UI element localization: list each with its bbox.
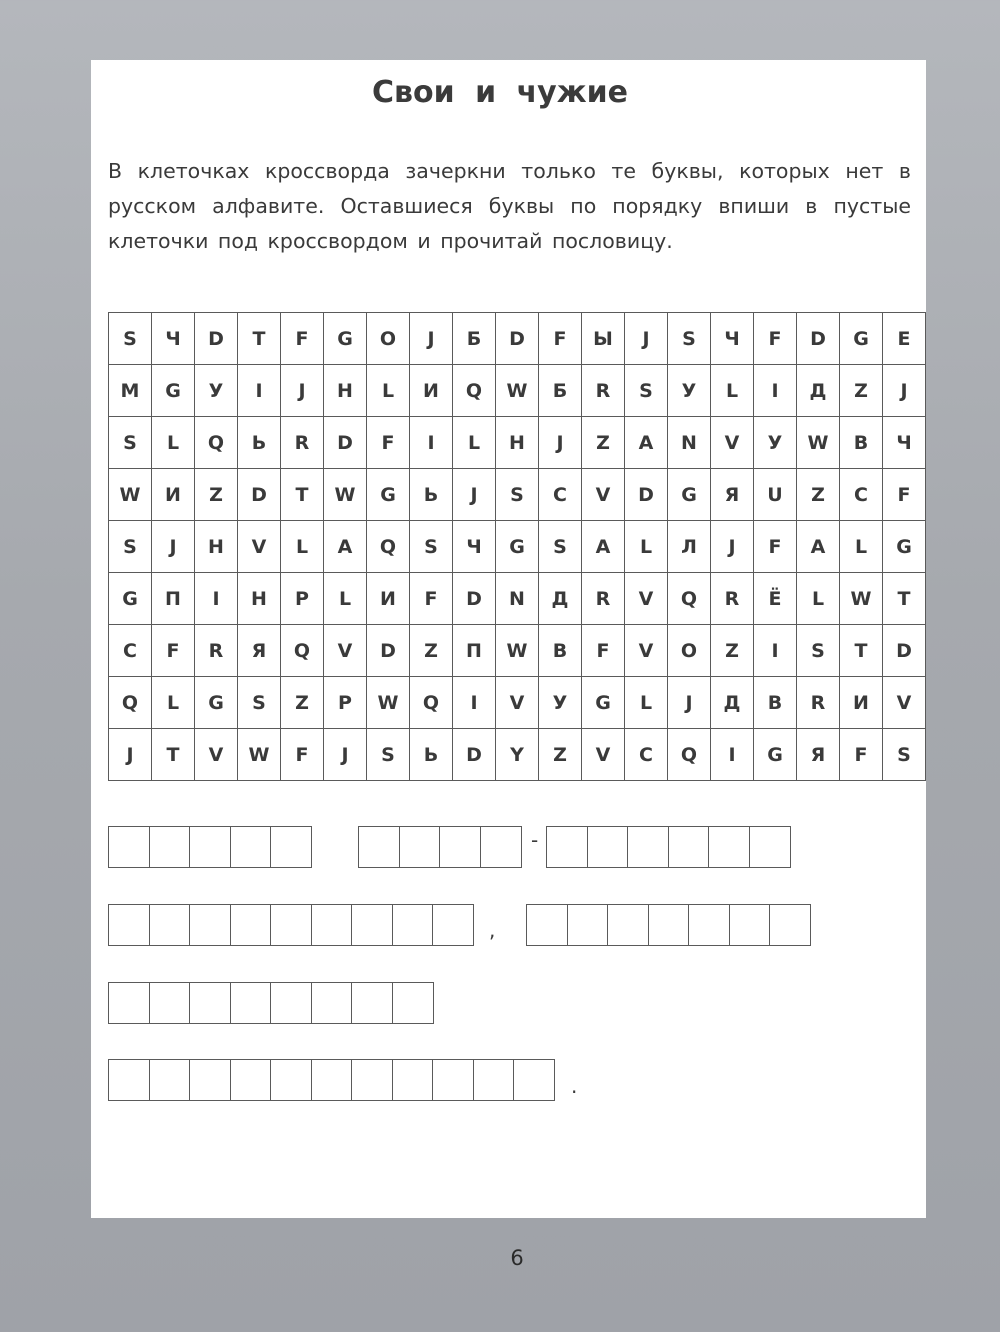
grid-cell[interactable]: J (539, 417, 582, 469)
grid-cell[interactable]: F (582, 625, 625, 677)
instructions-text: В клеточках кроссворда зачеркни только те буквы, которых нет в русском алфавите. Оставшиеся буквы по порядку впиши в пустые клеточки под кроссвордом и прочитай пословицу. (108, 159, 911, 253)
answer-word-1[interactable] (108, 826, 312, 868)
answer-word-2[interactable] (358, 826, 522, 868)
grid-cell[interactable]: Ь (410, 469, 453, 521)
grid-cell[interactable]: L (711, 365, 754, 417)
grid-cell[interactable]: Q (367, 521, 410, 573)
answer-box[interactable] (230, 826, 272, 868)
grid-cell[interactable]: Ы (582, 313, 625, 365)
answer-box[interactable] (108, 904, 150, 946)
grid-cell[interactable]: R (711, 573, 754, 625)
grid-cell[interactable]: O (367, 313, 410, 365)
grid-cell[interactable]: G (195, 677, 238, 729)
grid-cell[interactable]: M (109, 365, 152, 417)
grid-cell[interactable]: D (367, 625, 410, 677)
grid-cell[interactable]: S (797, 625, 840, 677)
grid-cell[interactable]: G (367, 469, 410, 521)
grid-cell[interactable]: F (754, 521, 797, 573)
answer-box[interactable] (149, 904, 191, 946)
answer-box[interactable] (399, 826, 441, 868)
grid-cell[interactable]: S (539, 521, 582, 573)
grid-cell[interactable]: G (324, 313, 367, 365)
answer-box[interactable] (769, 904, 811, 946)
grid-row (109, 365, 926, 417)
answer-box[interactable] (108, 982, 150, 1024)
grid-cell[interactable]: F (883, 469, 926, 521)
grid-cell[interactable]: C (109, 625, 152, 677)
grid-cell[interactable]: E (883, 313, 926, 365)
answer-box[interactable] (230, 982, 272, 1024)
grid-row (109, 313, 926, 365)
answer-box[interactable] (439, 826, 481, 868)
answer-box[interactable] (729, 904, 771, 946)
answer-box[interactable] (189, 826, 231, 868)
grid-cell[interactable]: I (754, 625, 797, 677)
grid-cell[interactable]: L (152, 417, 195, 469)
grid-cell[interactable]: J (453, 469, 496, 521)
grid-cell[interactable]: Ь (238, 417, 281, 469)
comma-mark: , (489, 918, 496, 942)
grid-cell[interactable]: R (195, 625, 238, 677)
grid-cell[interactable]: Z (539, 729, 582, 781)
grid-cell[interactable]: D (496, 313, 539, 365)
grid-cell[interactable]: Ё (754, 573, 797, 625)
answer-box[interactable] (648, 904, 690, 946)
grid-cell[interactable]: Z (711, 625, 754, 677)
grid-cell[interactable]: Д (539, 573, 582, 625)
grid-cell[interactable]: И (367, 573, 410, 625)
grid-cell[interactable]: S (410, 521, 453, 573)
answer-box[interactable] (270, 826, 312, 868)
grid-cell[interactable]: S (496, 469, 539, 521)
grid-cell[interactable]: Я (238, 625, 281, 677)
grid-cell[interactable]: V (625, 573, 668, 625)
answer-box[interactable] (311, 1059, 353, 1101)
grid-cell[interactable]: Z (582, 417, 625, 469)
grid-cell[interactable]: I (711, 729, 754, 781)
grid-cell[interactable]: D (453, 729, 496, 781)
grid-cell[interactable]: У (754, 417, 797, 469)
grid-cell[interactable]: Z (797, 469, 840, 521)
grid-cell[interactable]: V (883, 677, 926, 729)
grid-row (109, 677, 926, 729)
grid-cell[interactable]: A (797, 521, 840, 573)
grid-cell[interactable]: D (883, 625, 926, 677)
grid-cell[interactable]: Л (668, 521, 711, 573)
grid-cell[interactable]: N (668, 417, 711, 469)
answer-box[interactable] (668, 826, 710, 868)
grid-row (109, 469, 926, 521)
grid-cell[interactable]: H (195, 521, 238, 573)
grid-cell[interactable]: C (539, 469, 582, 521)
answer-box[interactable] (189, 982, 231, 1024)
grid-cell[interactable]: V (582, 729, 625, 781)
grid-cell[interactable]: J (625, 313, 668, 365)
grid-cell[interactable]: L (797, 573, 840, 625)
grid-cell[interactable]: У (195, 365, 238, 417)
grid-cell[interactable]: J (883, 365, 926, 417)
grid-cell[interactable]: V (582, 469, 625, 521)
grid-cell[interactable]: Я (711, 469, 754, 521)
grid-cell[interactable]: I (195, 573, 238, 625)
answer-word-3[interactable] (546, 826, 791, 868)
answer-box[interactable] (351, 1059, 393, 1101)
grid-cell[interactable]: R (281, 417, 324, 469)
answer-box[interactable] (108, 1059, 150, 1101)
grid-cell[interactable]: S (668, 313, 711, 365)
answer-box[interactable] (392, 1059, 434, 1101)
answer-box[interactable] (149, 826, 191, 868)
grid-cell[interactable]: I (453, 677, 496, 729)
grid-row (109, 521, 926, 573)
grid-cell[interactable]: F (410, 573, 453, 625)
answer-box[interactable] (270, 1059, 312, 1101)
grid-cell[interactable]: U (754, 469, 797, 521)
grid-cell[interactable]: W (496, 625, 539, 677)
grid-cell[interactable]: G (109, 573, 152, 625)
grid-cell[interactable]: L (840, 521, 883, 573)
grid-cell[interactable]: W (367, 677, 410, 729)
grid-cell[interactable]: C (625, 729, 668, 781)
grid-cell[interactable]: Z (195, 469, 238, 521)
grid-cell[interactable]: A (625, 417, 668, 469)
answer-box[interactable] (270, 982, 312, 1024)
grid-cell[interactable]: I (238, 365, 281, 417)
grid-cell[interactable]: S (109, 521, 152, 573)
grid-cell[interactable]: F (367, 417, 410, 469)
grid-cell[interactable]: В (840, 417, 883, 469)
grid-cell[interactable]: S (238, 677, 281, 729)
grid-cell[interactable]: Ч (152, 313, 195, 365)
answer-word-4[interactable] (108, 904, 474, 946)
grid-cell[interactable]: Ч (711, 313, 754, 365)
answer-box[interactable] (607, 904, 649, 946)
grid-cell[interactable]: R (582, 365, 625, 417)
grid-cell[interactable]: C (840, 469, 883, 521)
grid-cell[interactable]: Б (539, 365, 582, 417)
grid-cell[interactable]: Z (410, 625, 453, 677)
grid-row (109, 417, 926, 469)
grid-cell[interactable]: Q (668, 729, 711, 781)
answer-box[interactable] (189, 904, 231, 946)
grid-cell[interactable]: N (496, 573, 539, 625)
grid-cell[interactable]: R (582, 573, 625, 625)
grid-cell[interactable]: S (883, 729, 926, 781)
answer-word-5[interactable] (526, 904, 811, 946)
grid-cell[interactable]: G (840, 313, 883, 365)
grid-cell[interactable]: И (840, 677, 883, 729)
grid-cell[interactable]: V (238, 521, 281, 573)
grid-cell[interactable]: G (496, 521, 539, 573)
answer-box[interactable] (688, 904, 730, 946)
grid-cell[interactable]: S (367, 729, 410, 781)
grid-cell[interactable]: T (840, 625, 883, 677)
answer-box[interactable] (149, 982, 191, 1024)
answer-box[interactable] (351, 904, 393, 946)
grid-cell[interactable]: P (324, 677, 367, 729)
grid-cell[interactable]: Q (668, 573, 711, 625)
answer-box[interactable] (270, 904, 312, 946)
grid-cell[interactable]: J (324, 729, 367, 781)
grid-cell[interactable]: Ь (410, 729, 453, 781)
grid-cell[interactable]: L (152, 677, 195, 729)
letter-grid (108, 312, 926, 781)
answer-box[interactable] (432, 904, 474, 946)
grid-cell[interactable]: У (539, 677, 582, 729)
grid-cell[interactable]: H (324, 365, 367, 417)
grid-cell[interactable]: P (281, 573, 324, 625)
grid-cell[interactable]: S (109, 313, 152, 365)
grid-cell[interactable]: D (195, 313, 238, 365)
answer-box[interactable] (546, 826, 588, 868)
answer-box[interactable] (708, 826, 750, 868)
grid-cell[interactable]: L (453, 417, 496, 469)
grid-cell[interactable]: Д (797, 365, 840, 417)
grid-cell[interactable]: T (281, 469, 324, 521)
grid-row (109, 573, 926, 625)
grid-cell[interactable]: W (840, 573, 883, 625)
answer-box[interactable] (749, 826, 791, 868)
grid-cell[interactable]: F (281, 313, 324, 365)
grid-cell[interactable]: J (711, 521, 754, 573)
grid-row (109, 625, 926, 677)
grid-cell[interactable]: J (281, 365, 324, 417)
grid-cell[interactable]: S (109, 417, 152, 469)
answer-box[interactable] (230, 1059, 272, 1101)
grid-cell[interactable]: R (797, 677, 840, 729)
grid-cell[interactable]: Ч (883, 417, 926, 469)
answer-box[interactable] (358, 826, 400, 868)
grid-cell[interactable]: Z (281, 677, 324, 729)
grid-cell[interactable]: B (754, 677, 797, 729)
grid-cell[interactable]: Ч (453, 521, 496, 573)
grid-cell[interactable]: L (281, 521, 324, 573)
grid-cell[interactable]: Б (453, 313, 496, 365)
answer-box[interactable] (392, 904, 434, 946)
grid-cell[interactable]: W (238, 729, 281, 781)
grid-cell[interactable]: V (625, 625, 668, 677)
grid-cell[interactable]: A (324, 521, 367, 573)
grid-cell[interactable]: W (324, 469, 367, 521)
grid-cell[interactable]: V (711, 417, 754, 469)
answer-box[interactable] (432, 1059, 474, 1101)
hyphen-mark: - (531, 828, 539, 852)
grid-cell[interactable]: O (668, 625, 711, 677)
grid-cell[interactable]: W (496, 365, 539, 417)
grid-cell[interactable]: И (410, 365, 453, 417)
grid-cell[interactable]: G (883, 521, 926, 573)
grid-cell[interactable]: V (324, 625, 367, 677)
grid-cell[interactable]: И (152, 469, 195, 521)
grid-cell[interactable]: Q (410, 677, 453, 729)
grid-cell[interactable]: D (453, 573, 496, 625)
grid-cell[interactable]: I (754, 365, 797, 417)
grid-cell[interactable]: G (152, 365, 195, 417)
grid-cell[interactable]: F (281, 729, 324, 781)
grid-cell[interactable]: G (668, 469, 711, 521)
page-number: 6 (510, 1246, 524, 1270)
grid-cell[interactable]: H (496, 417, 539, 469)
answer-box[interactable] (189, 1059, 231, 1101)
grid-cell[interactable]: П (152, 573, 195, 625)
answer-box[interactable] (311, 982, 353, 1024)
answer-box[interactable] (480, 826, 522, 868)
grid-row (109, 729, 926, 781)
grid-cell[interactable]: T (152, 729, 195, 781)
page-title: Свои и чужие (372, 75, 628, 110)
grid-cell[interactable]: П (453, 625, 496, 677)
answer-box[interactable] (526, 904, 568, 946)
grid-cell[interactable]: Y (496, 729, 539, 781)
grid-cell[interactable]: F (152, 625, 195, 677)
grid-cell[interactable]: F (840, 729, 883, 781)
grid-cell[interactable]: W (797, 417, 840, 469)
grid-cell[interactable]: H (238, 573, 281, 625)
grid-cell[interactable]: У (668, 365, 711, 417)
answer-box[interactable] (587, 826, 629, 868)
grid-cell[interactable]: L (625, 521, 668, 573)
grid-cell[interactable]: F (539, 313, 582, 365)
answer-box[interactable] (473, 1059, 515, 1101)
grid-cell[interactable]: G (582, 677, 625, 729)
grid-cell[interactable]: T (883, 573, 926, 625)
grid-cell[interactable]: D (238, 469, 281, 521)
grid-cell[interactable]: A (582, 521, 625, 573)
grid-cell[interactable]: Q (109, 677, 152, 729)
grid-cell[interactable]: D (625, 469, 668, 521)
grid-cell[interactable]: J (152, 521, 195, 573)
grid-cell[interactable]: W (109, 469, 152, 521)
answer-word-6[interactable] (108, 982, 434, 1024)
grid-cell[interactable]: G (754, 729, 797, 781)
grid-cell[interactable]: Q (453, 365, 496, 417)
grid-cell[interactable]: F (754, 313, 797, 365)
grid-cell[interactable]: V (496, 677, 539, 729)
answer-box[interactable] (311, 904, 353, 946)
grid-cell[interactable]: B (539, 625, 582, 677)
grid-cell[interactable]: Q (281, 625, 324, 677)
grid-cell[interactable]: I (410, 417, 453, 469)
period-mark: . (571, 1074, 578, 1098)
grid-cell[interactable]: S (625, 365, 668, 417)
grid-cell[interactable]: Я (797, 729, 840, 781)
answer-box[interactable] (627, 826, 669, 868)
grid-cell[interactable]: Д (711, 677, 754, 729)
answer-box[interactable] (108, 826, 150, 868)
grid-cell[interactable]: T (238, 313, 281, 365)
answer-box[interactable] (230, 904, 272, 946)
grid-cell[interactable]: L (367, 365, 410, 417)
answer-box[interactable] (149, 1059, 191, 1101)
grid-cell[interactable]: J (668, 677, 711, 729)
grid-cell[interactable]: Q (195, 417, 238, 469)
grid-cell[interactable]: J (109, 729, 152, 781)
answer-word-7[interactable] (108, 1059, 555, 1101)
grid-cell[interactable]: V (195, 729, 238, 781)
answer-box[interactable] (513, 1059, 555, 1101)
grid-cell[interactable]: L (324, 573, 367, 625)
grid-cell[interactable]: Z (840, 365, 883, 417)
grid-cell[interactable]: J (410, 313, 453, 365)
answer-box[interactable] (351, 982, 393, 1024)
grid-cell[interactable]: D (324, 417, 367, 469)
answer-box[interactable] (567, 904, 609, 946)
grid-cell[interactable]: L (625, 677, 668, 729)
grid-cell[interactable]: D (797, 313, 840, 365)
answer-box[interactable] (392, 982, 434, 1024)
